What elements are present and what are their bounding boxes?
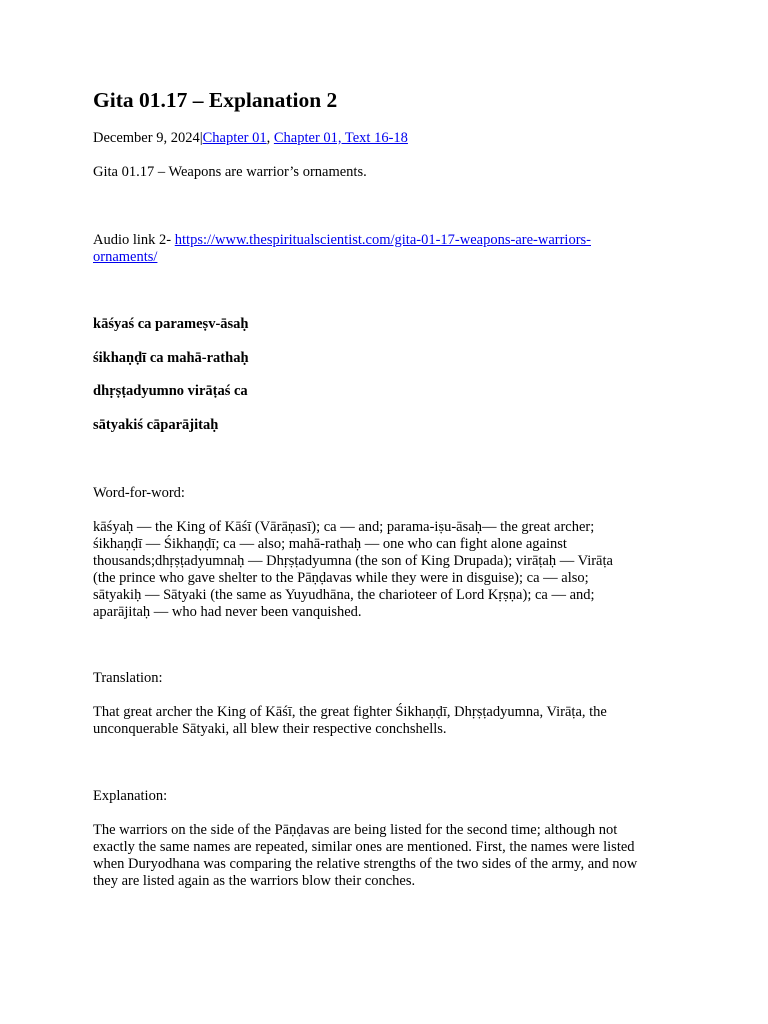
post-date: December 9, 2024	[93, 130, 200, 146]
audio-link-line1: https://www.thespiritualscientist.com/gita-01-17-weapons-are-warriors-	[174, 232, 591, 248]
post-meta	[93, 129, 408, 147]
meta-comma: ,	[266, 130, 274, 146]
word-for-word-line: thousands;dhṛṣṭadyumnaḥ — Dhṛṣṭadyumna (the son of King Drupada); virāṭaḥ — Virāṭa	[93, 553, 613, 569]
word-for-word-heading: Word-for-word:	[93, 485, 185, 501]
explanation-line: exactly the same names are repeated, similar ones are mentioned. First, the names were listed	[93, 839, 635, 855]
translation-line: That great archer the King of Kāśī, the great fighter Śikhaṇḍī, Dhṛṣṭadyumna, Virāṭa, the	[93, 704, 607, 720]
word-for-word-line: sātyakiḥ — Sātyaki (the same as Yuyudhāna, the charioteer of Lord Kṛṣṇa); ca — and;	[93, 587, 595, 603]
explanation-body	[93, 822, 683, 890]
category-link-chapter-01[interactable]: Chapter 01	[202, 130, 267, 146]
page-title: Gita 01.17 – Explanation 2	[93, 88, 338, 112]
explanation-heading: Explanation:	[93, 788, 168, 804]
verse-line-2: śikhaṇḍī ca mahā-rathaḥ	[93, 350, 249, 366]
audio-paragraph	[93, 232, 683, 266]
explanation-line: The warriors on the side of the Pāṇḍavas are being listed for the second time; although not	[93, 822, 618, 838]
meta-separator: |	[199, 130, 203, 146]
explanation-line: they are listed again as the warriors blow their conches.	[93, 873, 416, 889]
word-for-word-line: aparājitaḥ — who had never been vanquished.	[93, 604, 362, 620]
word-for-word-line: śikhaṇḍī — Śikhaṇḍī; ca — also; mahā-rathaḥ — one who can fight alone against	[93, 536, 567, 552]
category-link-chapter-01-text-16-18[interactable]: Chapter 01, Text 16-18	[273, 130, 408, 146]
explanation-line: when Duryodhana was comparing the relative strengths of the two sides of the army, and now	[93, 856, 638, 872]
word-for-word-body	[93, 519, 683, 621]
verse-line-3: dhṛṣṭadyumno virāṭaś ca	[93, 383, 248, 399]
translation-line: unconquerable Sātyaki, all blew their respective conchshells.	[93, 721, 447, 737]
translation-body	[93, 704, 683, 738]
subtitle: Gita 01.17 – Weapons are warrior’s ornaments.	[93, 164, 367, 180]
verse-line-4: sātyakiś cāparājitaḥ	[93, 417, 219, 433]
article	[93, 86, 683, 889]
verse-line-1: kāśyaś ca parameṣv-āsaḥ	[93, 316, 249, 332]
audio-label: Audio link 2-	[93, 232, 175, 248]
audio-link-line2: ornaments/	[93, 249, 158, 265]
word-for-word-line: kāśyaḥ — the King of Kāśī (Vārāṇasī); ca — and; parama-iṣu-āsaḥ— the great archer;	[93, 519, 595, 535]
word-for-word-line: (the prince who gave shelter to the Pāṇḍavas while they were in disguise); ca — also;	[93, 570, 589, 586]
translation-heading: Translation:	[93, 670, 163, 686]
